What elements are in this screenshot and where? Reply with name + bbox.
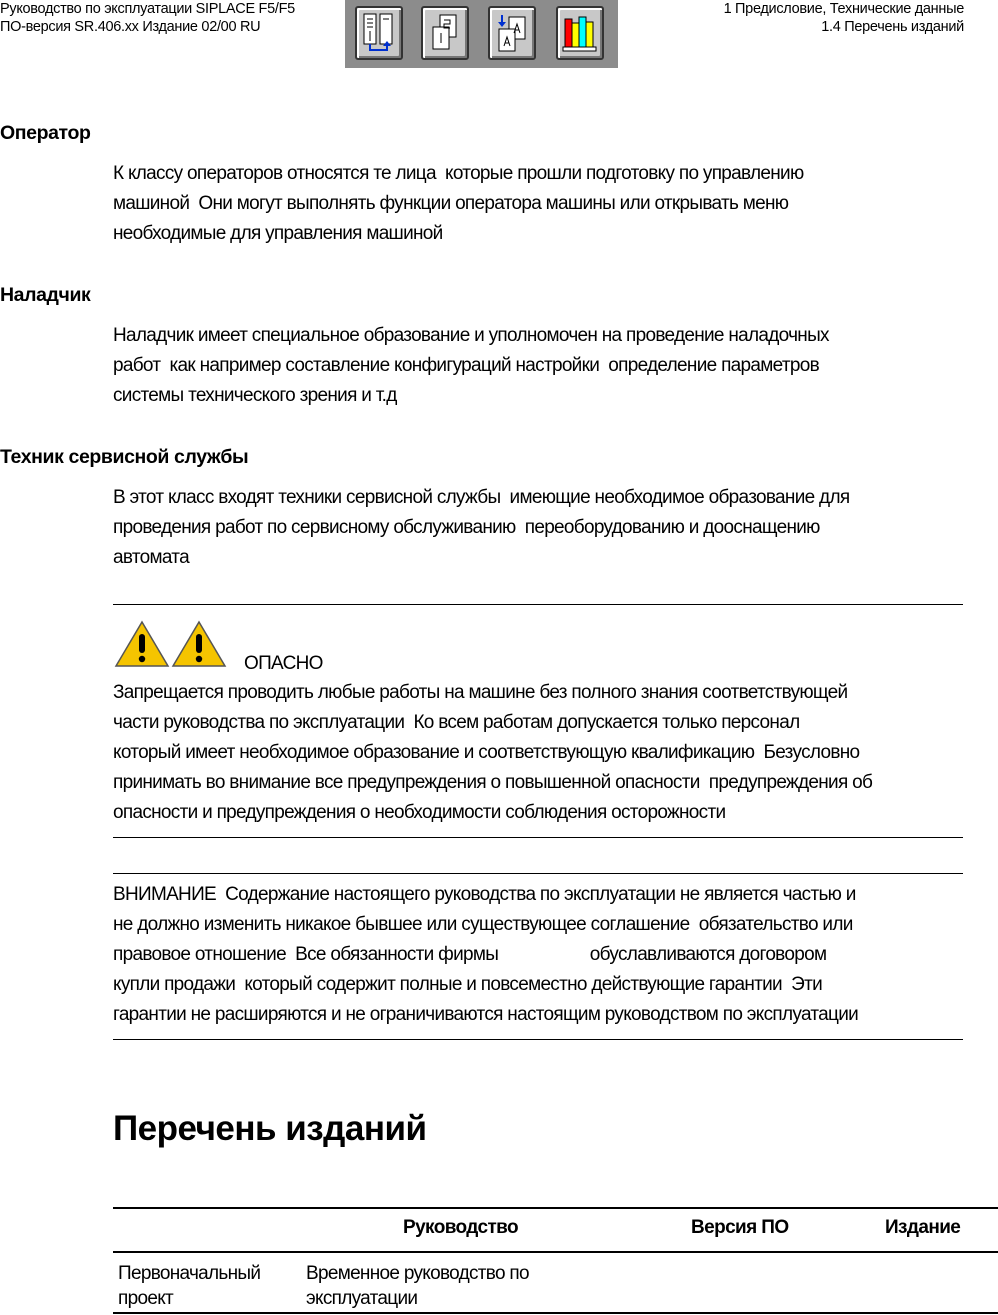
chapter-title: 1 Предисловие, Технические данные	[723, 1, 964, 17]
text-line: Запрещается проводить любые работы на машине без полного знания соответствующей	[113, 682, 848, 703]
library-books-icon	[561, 11, 599, 55]
table-header-software-version: Версия ПО	[691, 1217, 789, 1238]
text-line: В этот класс входят техники сервисной службы имеющие необходимое образование для	[113, 487, 850, 508]
text-line: части руководства по эксплуатации Ко всем работам допускается только персонал	[113, 712, 800, 733]
table-cell-manual: Временное руководство по эксплуатации	[306, 1263, 529, 1309]
text-line: машиной Они могут выполнять функции оператора машины или открывать меню	[113, 193, 789, 214]
danger-label: ОПАСНО	[244, 653, 323, 674]
text-line: Наладчик имеет специальное образование и уполномочен на проведение наладочных	[113, 325, 829, 346]
pages-button[interactable]	[421, 6, 469, 60]
divider	[113, 837, 963, 838]
text-line: необходимые для управления машиной	[113, 223, 443, 244]
table-rule	[113, 1207, 998, 1209]
danger-text	[113, 678, 872, 828]
warning-icon	[171, 620, 227, 668]
text-line: который имеет необходимое образование и соответствующую квалификацию Безусловно	[113, 742, 860, 763]
divider	[113, 1039, 963, 1040]
section-heading-operator: Оператор	[0, 122, 91, 144]
table-cell-stage: Первоначальный проект	[118, 1263, 261, 1309]
chapter-overview-icon	[361, 11, 397, 55]
text-line: правовое отношение Все обязанности фирмы обуславливаются договором	[113, 944, 827, 965]
text-line: купли продажи который содержит полные и повсеместно действующие гарантии Эти	[113, 974, 822, 995]
section-body-service-technician	[113, 483, 849, 573]
text-line: ВНИМАНИЕ Содержание настоящего руководства по эксплуатации не является частью и	[113, 884, 856, 905]
text-line: гарантии не расширяются и не ограничиваются настоящим руководством по эксплуатации	[113, 1004, 859, 1025]
section-body-operator	[113, 159, 804, 249]
text-line: системы технического зрения и т.д	[113, 385, 397, 406]
navigation-toolbar	[345, 0, 618, 68]
table-header-edition: Издание	[885, 1217, 961, 1238]
translate-document-button[interactable]	[488, 6, 536, 60]
table-rule	[113, 1312, 998, 1314]
attention-text	[113, 880, 858, 1030]
pages-icon	[427, 11, 463, 55]
table-header-manual: Руководство	[403, 1217, 519, 1238]
text-line: автомата	[113, 547, 189, 568]
text-line: проведения работ по сервисному обслуживанию переоборудованию и дооснащению	[113, 517, 820, 538]
section-heading-setter: Наладчик	[0, 284, 91, 306]
translate-document-icon	[494, 11, 530, 55]
library-button[interactable]	[556, 6, 604, 60]
text-line: не должно изменить никакое бывшее или существующее соглашение обязательство или	[113, 914, 853, 935]
section-heading-service-technician: Техник сервисной службы	[0, 446, 249, 468]
software-version: ПО-версия SR.406.xx Издание 02/00 RU	[0, 19, 261, 35]
divider	[113, 873, 963, 874]
text-line: работ как например составление конфигураций настройки определение параметров	[113, 355, 819, 376]
divider	[113, 604, 963, 605]
chapter-overview-button[interactable]	[355, 6, 403, 60]
page-title: Перечень изданий	[113, 1109, 427, 1148]
section-body-setter	[113, 321, 829, 411]
text-line: принимать во внимание все предупреждения о повышенной опасности предупреждения об	[113, 772, 873, 793]
text-line: К классу операторов относятся те лица которые прошли подготовку по управлению	[113, 163, 804, 184]
table-rule	[113, 1251, 998, 1253]
warning-icon	[114, 620, 170, 668]
text-line: опасности и предупреждения о необходимости соблюдения осторожности	[113, 802, 726, 823]
manual-title: Руководство по эксплуатации SIPLACE F5/F5	[0, 1, 295, 17]
section-title: 1.4 Перечень изданий	[821, 19, 964, 35]
